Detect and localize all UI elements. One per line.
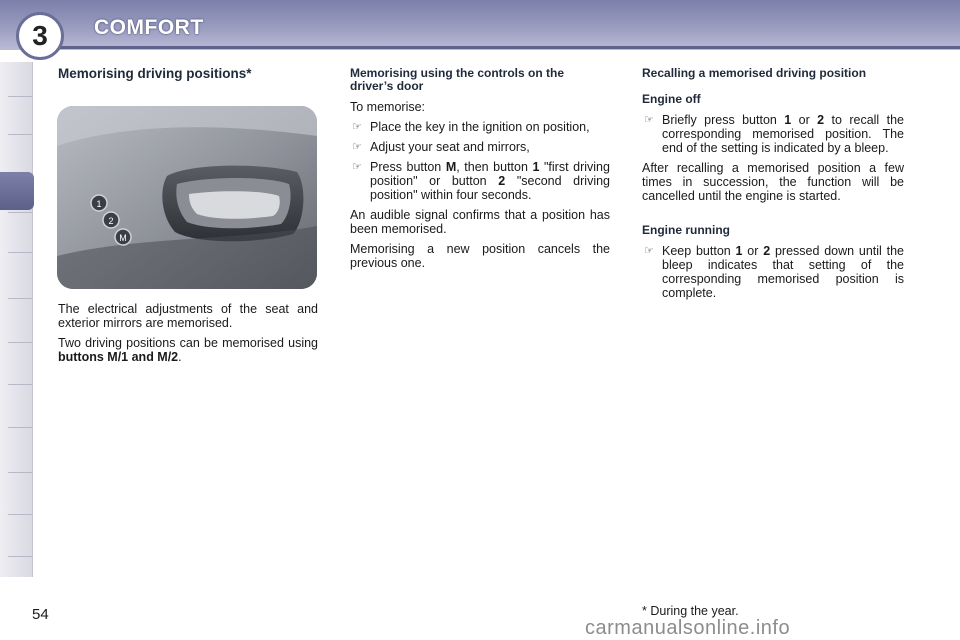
tab-active-chapter[interactable]	[0, 172, 34, 210]
left-column-text	[58, 302, 318, 370]
bold-text: 1	[784, 113, 792, 127]
tab-divider	[8, 134, 32, 135]
paragraph: Memorising a new position cancels the previous one.	[350, 242, 610, 270]
tab-divider	[8, 556, 32, 557]
page-number: 54	[32, 606, 49, 623]
list-item	[350, 140, 610, 154]
memory-button-1-label: 1	[96, 199, 102, 209]
section-heading: Memorising using the controls on the driver’s door	[350, 66, 565, 93]
pointing-hand-icon: ☞	[352, 161, 362, 173]
list-item-text: Briefly press button	[662, 113, 777, 127]
pointing-hand-icon: ☞	[352, 141, 362, 153]
footnote: * During the year.	[642, 604, 739, 618]
paragraph-text: Two driving positions can be memorised using	[58, 336, 318, 350]
paragraph: To memorise:	[350, 100, 426, 114]
middle-column	[350, 67, 610, 276]
list-item-text: Adjust your seat and mirrors,	[370, 140, 530, 154]
pointing-hand-icon: ☞	[352, 121, 362, 133]
paragraph	[58, 336, 318, 364]
tab-divider	[8, 96, 32, 97]
tab-divider	[8, 427, 32, 428]
subheading-engine-running: Engine running	[642, 223, 730, 237]
list-item	[350, 160, 610, 202]
section-heading: Recalling a memorised driving position	[642, 66, 867, 80]
tab-divider	[8, 212, 32, 213]
list-item-text: to recall the corresponding memorised position. The end of the setting is indicated by a bleep.	[662, 113, 904, 155]
list-item-text: or	[747, 244, 759, 258]
bold-text: buttons M/1 and M/2	[58, 350, 179, 364]
list-item	[642, 113, 904, 155]
memory-button-2-label: 2	[108, 216, 114, 226]
tab-divider	[8, 472, 32, 473]
chapter-tabs	[0, 62, 33, 577]
section-heading: Memorising driving positions*	[58, 66, 252, 81]
bold-text: M	[445, 160, 457, 174]
list-item-text: , then button	[456, 160, 528, 174]
paragraph: The electrical adjustments of the seat and exterior mirrors are memorised.	[58, 302, 318, 330]
bold-text: 1	[532, 160, 540, 174]
right-column	[642, 67, 904, 306]
watermark: carmanualsonline.info	[585, 617, 791, 639]
list-item	[350, 120, 610, 134]
list-item-text: "second driving position" within four seconds.	[370, 174, 611, 202]
left-column	[58, 67, 320, 81]
bold-text: 2	[763, 244, 771, 258]
tab-divider	[8, 252, 32, 253]
pointing-hand-icon: ☞	[644, 114, 654, 126]
bold-text: 2	[817, 113, 825, 127]
memory-button-m-label: M	[119, 233, 127, 243]
tab-divider	[8, 384, 32, 385]
subheading-engine-off: Engine off	[642, 92, 701, 106]
door-panel-illustration	[57, 106, 317, 289]
paragraph: An audible signal confirms that a position has been memorised.	[350, 208, 610, 236]
chapter-title: COMFORT	[94, 16, 204, 39]
list-item	[642, 244, 904, 300]
door-controls-photo	[57, 106, 317, 289]
chapter-number: 3	[32, 20, 48, 51]
bold-text: 1	[735, 244, 743, 258]
list-item-text: or	[798, 113, 810, 127]
list-item-text: Keep button	[662, 244, 731, 258]
list-item-text: Place the key in the ignition on position,	[370, 120, 590, 134]
list-item-text: pressed down until the bleep indicates that setting of the corresponding memorised position is complete.	[662, 244, 904, 300]
tab-divider	[8, 342, 32, 343]
paragraph: After recalling a memorised position a few times in succession, the function will be cancelled until the engine is started.	[642, 161, 904, 203]
paragraph-end: .	[178, 350, 182, 364]
tab-divider	[8, 298, 32, 299]
bold-text: 2	[498, 174, 506, 188]
list-item-text: "first driving position" or button	[370, 160, 610, 188]
pointing-hand-icon: ☞	[644, 245, 654, 257]
list-item-text: Press button	[370, 160, 442, 174]
chapter-badge	[16, 12, 64, 60]
header-divider	[60, 46, 960, 49]
tab-divider	[8, 514, 32, 515]
